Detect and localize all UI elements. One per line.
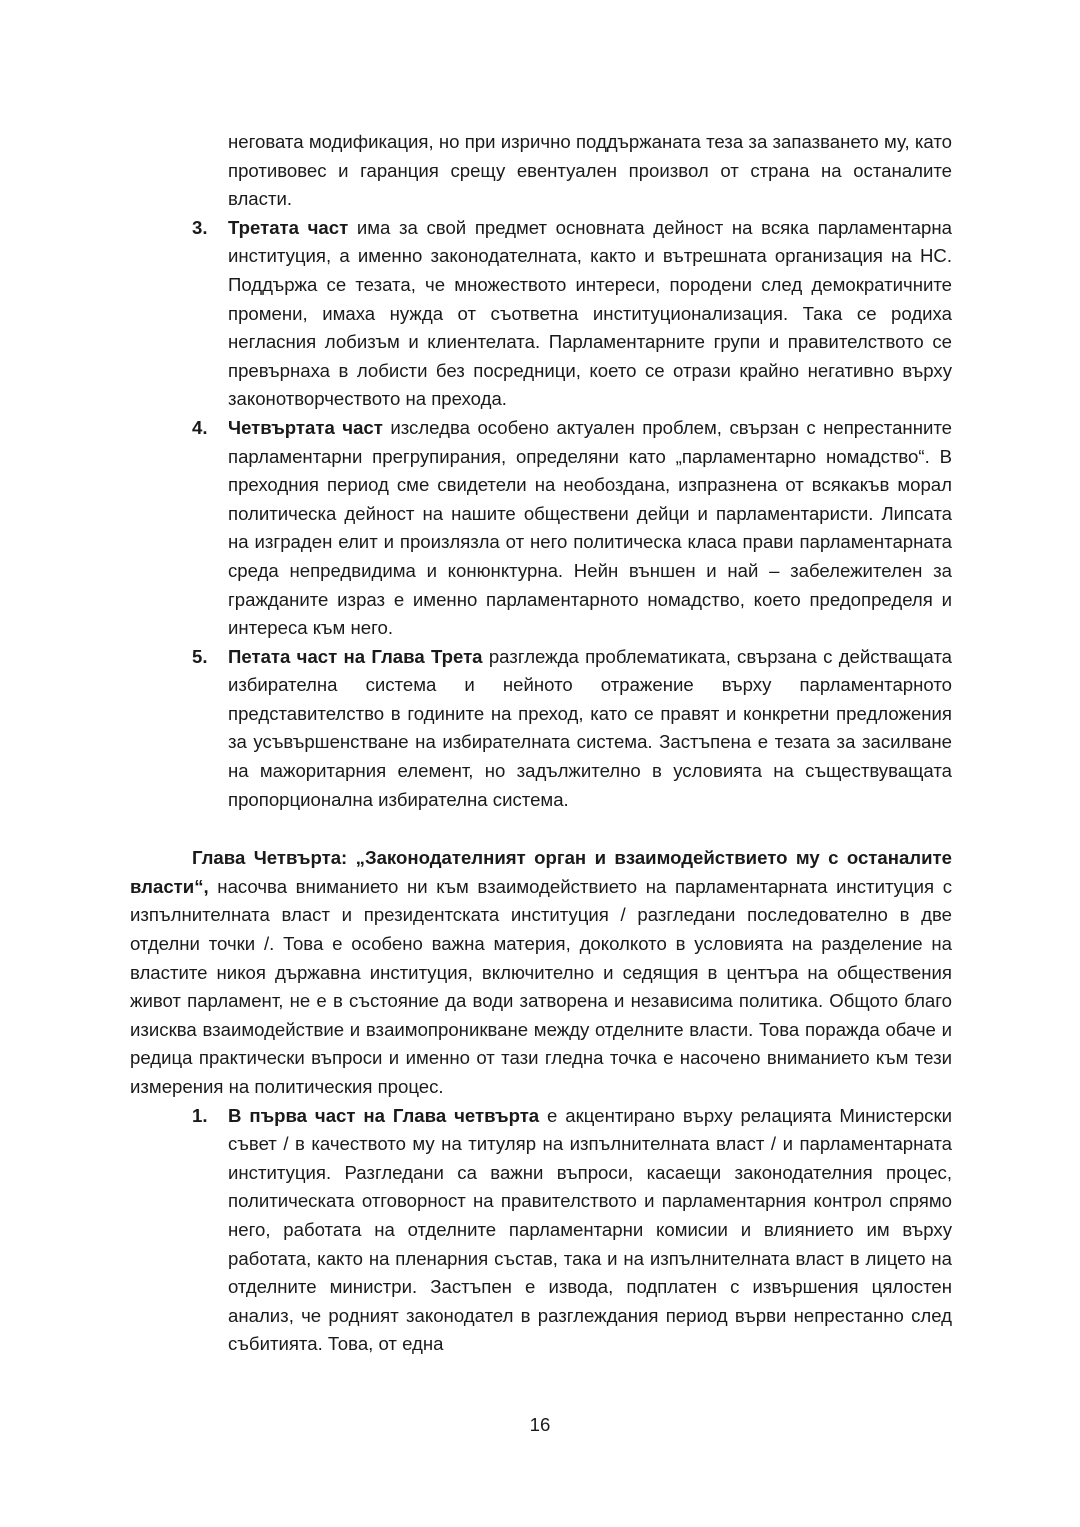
chapter4-paragraph [130, 844, 952, 1101]
list-item-heading: Петата част на Глава Трета [228, 645, 483, 667]
intro-continuation: неговата модификация, но при изрично поддържаната теза за запазването му, като противовес и гаранция срещу евентуален произвол от страна на останалите власти. [228, 131, 952, 210]
list-item-text: има за свой предмет основната дейност на всяка парламентарна институция, а именно законодателната, както и вътрешната организация на НС. Поддържа се тезата, че множеството интереси, породени след демократичните промени, имаха нужда от съответна институционализация. Така се родиха негласния лобизъм и клиентелата. Парламентарните групи и правителството се превърнаха в лобисти без посредници, което се отрази крайно негативно върху законотворчеството на прехода. [228, 216, 952, 410]
list-item-heading: Четвъртата част [228, 416, 383, 438]
list-number: 4. [192, 416, 208, 438]
page-number: 16 [529, 1414, 551, 1435]
list-item-heading: В първа част на Глава четвърта [228, 1104, 540, 1126]
list-item [130, 643, 952, 815]
list-item-text: разглежда проблематиката, свързана с действащата избирателна система и нейното отражение върху парламентарното представителство в годините на преход, като се правят и конкретни предложения за усъвършенстване на избирателната система. Застъпена е тезата за засилване на мажоритарния елемент, но задължително в условията на съществуващата пропорционална избирателна система. [228, 645, 952, 810]
list-item [130, 214, 952, 414]
list-item-heading: Третата част [228, 216, 349, 238]
chapter3-list [130, 214, 952, 814]
chapter4-list [130, 1102, 952, 1359]
list-number: 1. [192, 1104, 208, 1126]
list-item [130, 414, 952, 643]
list-number: 5. [192, 645, 208, 667]
list-item-text: е акцентирано върху релацията Министерски съвет / в качеството му на титуляр на изпълнителната власт / и парламентарната институция. Разгледани са важни въпроси, касаещи законодателния процес, политическата отговорност на правителството и парламентарния контрол спрямо него, работата на отделните парламентарни комисии и влиянието им върху работата, както на пленарния състав, така и на изпълнителната власт в лицето на отделните министри. Застъпен е извода, подплатен с извършения цялостен анализ, че родният законодател в разглеждания период върви непрестанно след събитията. Това, от една [228, 1104, 952, 1355]
chapter4-title: Глава Четвърта: „Законодателният орган и взаимодействието му с останалите власти“, [130, 847, 952, 897]
list-number: 3. [192, 216, 208, 238]
list-item-text: изследва особено актуален проблем, свързан с непрестанните парламентарни прегрупирания, определяни като „парламентарно номадство“. В преходния период сме свидетели на необоздана, изпразнена от всякакъв морал политическа дейност на нашите обществени дейци и парламентаристи. Липсата на изграден елит и произлязла от него политическа класа прави парламентарната среда непредвидима и конюнктурна. Нейн външен и най – забележителен за гражданите израз е именно парламентарното номадство, което предопределя и интереса към него. [228, 416, 953, 639]
document-page [130, 128, 952, 1359]
chapter4-text: насочва вниманието ни към взаимодействието на парламентарната институция с изпълнителната власт и президентската институция / разгледани последователно в две отделни точки /. Това е особено важна материя, доколкото в условията на разделение на властите никоя държавна институция, включително и седящия в центъра на обществения живот парламент, не е в състояние да води затворена и независима политика. Общото благо изисква взаимодействие и взаимопроникване между отделните власти. Това поражда обаче и редица практически въпроси и именно от тази гледна точка е насочено вниманието към тези измерения на политическия процес. [130, 875, 952, 1097]
list-item [130, 1102, 952, 1359]
